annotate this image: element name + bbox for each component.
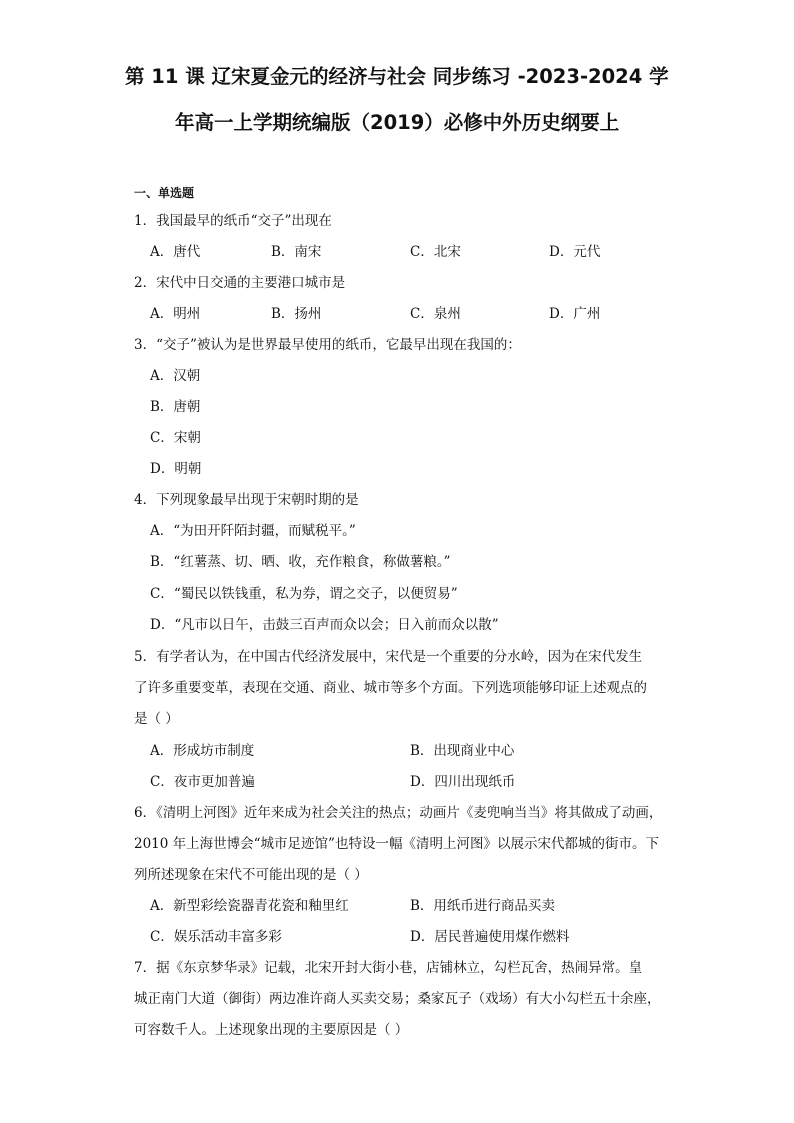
question-5-stem-line-2: 了许多重要变革，表现在交通、商业、城市等多个方面。下列选项能够印证上述观点的 xyxy=(134,680,647,696)
section-heading: 一、单选题 xyxy=(134,186,195,200)
question-7-stem-line-2: 城正南门大道（御街）两边准许商人买卖交易；桑家瓦子（戏场）有大小勾栏五十余座， xyxy=(134,991,661,1007)
question-7-stem-line-3: 可容数千人。上述现象出现的主要原因是（ ） xyxy=(134,1022,409,1038)
question-2-stem: 2．宋代中日交通的主要港口城市是 xyxy=(134,275,346,291)
question-2-option-b: B．扬州 xyxy=(271,306,322,322)
question-5-option-c: C．夜市更加普遍 xyxy=(150,774,255,790)
question-1-stem: 1．我国最早的纸币“交子”出现在 xyxy=(134,213,332,229)
question-4-option-a: A．“为田开阡陌封疆，而赋税平。” xyxy=(150,523,356,539)
question-3-stem: 3．“交子”被认为是世界最早使用的纸币，它最早出现在我国的： xyxy=(134,337,521,353)
question-2-option-a: A．明州 xyxy=(150,306,201,322)
question-1-option-a: A．唐代 xyxy=(150,244,201,260)
question-1-option-c: C．北宋 xyxy=(410,244,461,260)
question-6-stem-line-2: 2010 年上海世博会“城市足迹馆”也特设一幅《清明上河图》以展示宋代都城的街市。下 xyxy=(134,836,659,852)
question-4-option-b: B．“红薯蒸、切、晒、收，充作粮食，称做薯粮。” xyxy=(150,554,451,570)
question-3-option-b: B．唐朝 xyxy=(150,399,201,415)
question-5-option-b: B．出现商业中心 xyxy=(410,743,515,759)
question-3-option-c: C．宋朝 xyxy=(150,430,201,446)
document-title-line-2: 年高一上学期统编版（2019）必修中外历史纲要上 xyxy=(175,111,620,134)
question-4-stem: 4．下列现象最早出现于宋朝时期的是 xyxy=(134,492,359,508)
question-5-option-d: D．四川出现纸币 xyxy=(410,774,516,790)
question-6-option-c: C．娱乐活动丰富多彩 xyxy=(150,929,282,945)
question-6-option-a: A．新型彩绘瓷器青花瓷和釉里红 xyxy=(150,898,349,914)
question-7-stem-line-1: 7．据《东京梦华录》记载，北宋开封大街小巷，店铺林立，勾栏瓦舍，热闹异常。皇 xyxy=(134,960,643,976)
question-3-option-a: A．汉朝 xyxy=(150,368,201,384)
question-4-option-d: D．“凡市以日午，击鼓三百声而众以会；日入前而众以散” xyxy=(150,617,499,633)
question-5-stem-line-1: 5．有学者认为，在中国古代经济发展中，宋代是一个重要的分水岭，因为在宋代发生 xyxy=(134,649,643,665)
question-6-option-b: B．用纸币进行商品买卖 xyxy=(410,898,555,914)
question-6-stem-line-1: 6．《清明上河图》近年来成为社会关注的热点；动画片《麦兜响当当》将其做成了动画， xyxy=(134,805,663,821)
question-6-stem-line-3: 列所述现象在宋代不可能出现的是（ ） xyxy=(134,867,368,883)
question-4-option-c: C．“蜀民以铁钱重，私为券，谓之交子，以便贸易” xyxy=(150,586,458,602)
question-2-option-d: D．广州 xyxy=(549,306,601,322)
question-1-option-d: D．元代 xyxy=(549,244,601,260)
question-3-option-d: D．明朝 xyxy=(150,461,202,477)
question-5-stem-line-3: 是（ ） xyxy=(134,711,179,727)
question-5-option-a: A．形成坊市制度 xyxy=(150,743,255,759)
question-1-option-b: B．南宋 xyxy=(271,244,322,260)
question-6-option-d: D．居民普遍使用煤作燃料 xyxy=(410,929,570,945)
question-2-option-c: C．泉州 xyxy=(410,306,461,322)
document-title-line-1: 第 11 课 辽宋夏金元的经济与社会 同步练习 -2023-2024 学 xyxy=(125,65,669,88)
